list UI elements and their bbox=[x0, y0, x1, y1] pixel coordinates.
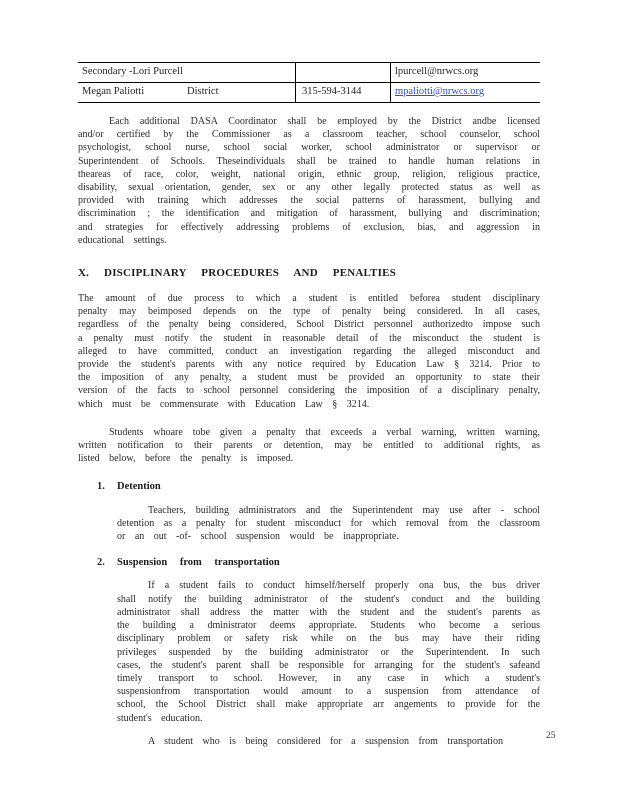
contact-role: District bbox=[187, 86, 219, 97]
contact-phone bbox=[295, 63, 390, 82]
list-item-suspension-transportation bbox=[97, 556, 540, 748]
contact-phone: 315-594-3144 bbox=[295, 83, 390, 102]
contact-email: lpurcell@nrwcs.org bbox=[390, 63, 540, 82]
contact-name: Megan Paliotti bbox=[82, 86, 145, 97]
list-item-body: If a student fails to conduct himself/herself properly ona bus, the bus driver shall notify the building administrator of the student's conduct and the building administrator shall address the matter with the student and the student's parents as the building a dministrator deems appropriate. Students who become a serious disciplinary problem or safety risk while on the bus may have their riding privileges suspended by the building administrator or the Superintendent. In such cases, the student's parent shall be responsible for arranging for the student's safeand timely transport to school. However, in any case in which a student's suspensionfrom transportation would amount to a suspension from attendance of school, the School District shall make appropriate arr angements to provide for the student's education. bbox=[117, 580, 540, 724]
page-number: 25 bbox=[546, 731, 556, 741]
list-item-number: 2. bbox=[97, 557, 105, 569]
penalty-list bbox=[97, 480, 540, 747]
email-link[interactable]: mpaliotti@nrwcs.org bbox=[395, 86, 485, 97]
contact-email bbox=[390, 83, 540, 102]
paragraph-dasa-coordinator: Each additional DASA Coordinator shall be employed by the District andbe licensed and/or certified by the Commissioner as a classroom teacher, school counselor, school psychologist, school nurse, school social worker, school administrator or supervisor or Superintendent of Schools. Theseindividuals shall be trained to handle human relations in theareas of race, color, weight, national origin, ethnic group, religion, religious practice, disability, sexual orientation, gender, sex or any other legally protected status as well as provided with training which addresses the social patterns of harassment, bullying and discrimination ; the identification and mitigation of harassment, bullying and discrimination; and strategies for effectively addressing problems of exclusion, bias, and aggression in educational settings. bbox=[78, 116, 540, 246]
table-row bbox=[78, 83, 540, 103]
paragraph-student-rights: Students whoare tobe given a penalty that exceeds a verbal warning, written warning, written notification to their parents or detention, may be entitled to additional rights, as listed below, before the penalty is imposed. bbox=[78, 426, 540, 465]
list-item-title: Detention bbox=[117, 481, 161, 493]
contact-name: Secondary -Lori Purcell bbox=[82, 66, 183, 77]
table-row bbox=[78, 63, 540, 83]
list-item-detention bbox=[97, 480, 540, 543]
contact-table bbox=[78, 62, 540, 103]
paragraph-due-process: The amount of due process to which a student is entitled beforea student disciplinary penalty may beimposed depends on the type of penalty being considered. In all cases, regardless of the penalty being considered, School District personnel authorizedto impose such a penalty must notify the student in reasonable detail of the misconduct the student is alleged to have committed, conduct an investigation regarding the alleged misconduct and provide the student's parents with any notice required by Education Law § 3214. Prior to the imposition of any penalty, a student must be provided an opportunity to state their version of the facts to school personnel considering the imposition of a disciplinary penalty, which must be commensurate with Education Law § 3214. bbox=[78, 293, 540, 410]
list-item-title: Suspension from transportation bbox=[117, 557, 280, 569]
list-item-number: 1. bbox=[97, 481, 105, 493]
section-heading-disciplinary: X. DISCIPLINARY PROCEDURES AND PENALTIES bbox=[78, 267, 396, 280]
list-item-body: Teachers, building administrators and the Superintendent may use after - school detention as a penalty for student misconduct for which removal from the classroom or an out -of- school suspension would be inappropriate. bbox=[117, 504, 540, 543]
list-item-body-continued: A student who is being considered for a suspension from transportation bbox=[148, 735, 503, 747]
